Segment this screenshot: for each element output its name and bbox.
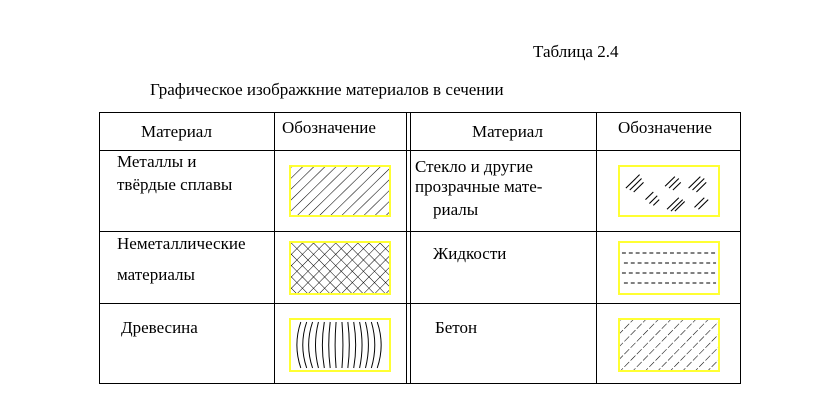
material-name: Металлы и: [117, 152, 197, 171]
wood-arc-pattern: [289, 318, 391, 372]
liquid-dashed-pattern: [618, 241, 720, 295]
header-designation: Обозначение: [282, 118, 376, 137]
material-name: твёрдые сплавы: [117, 175, 233, 194]
column-separator: [596, 112, 597, 384]
column-separator: [410, 112, 411, 384]
material-name: Древесина: [121, 318, 198, 337]
table-border-left: [99, 112, 100, 384]
material-name: риалы: [433, 200, 479, 219]
concrete-hatch-pattern: [618, 318, 720, 372]
table-number: Таблица 2.4: [533, 42, 619, 61]
material-name: Стекло и другие: [415, 157, 533, 176]
row-separator: [99, 231, 741, 232]
material-name: Бетон: [435, 318, 478, 337]
table-border-right: [740, 112, 741, 384]
table-border-top: [99, 112, 741, 113]
material-name: материалы: [117, 265, 195, 284]
row-separator: [99, 303, 741, 304]
material-name: Жидкости: [433, 244, 507, 263]
table-caption: Графическое изображкние материалов в сечении: [150, 80, 504, 99]
nonmetal-crosshatch-pattern: [289, 241, 391, 295]
glass-hatch-pattern: [618, 165, 720, 217]
table-border-bottom: [99, 383, 741, 384]
material-name: прозрачные мате-: [415, 177, 543, 196]
metal-hatch-pattern: [289, 165, 391, 217]
header-material: Материал: [472, 122, 543, 141]
header-designation: Обозначение: [618, 118, 712, 137]
column-separator: [406, 112, 407, 384]
material-name: Неметаллические: [117, 234, 246, 253]
header-material: Материал: [141, 122, 212, 141]
column-separator: [274, 112, 275, 384]
materials-table: [99, 112, 741, 383]
